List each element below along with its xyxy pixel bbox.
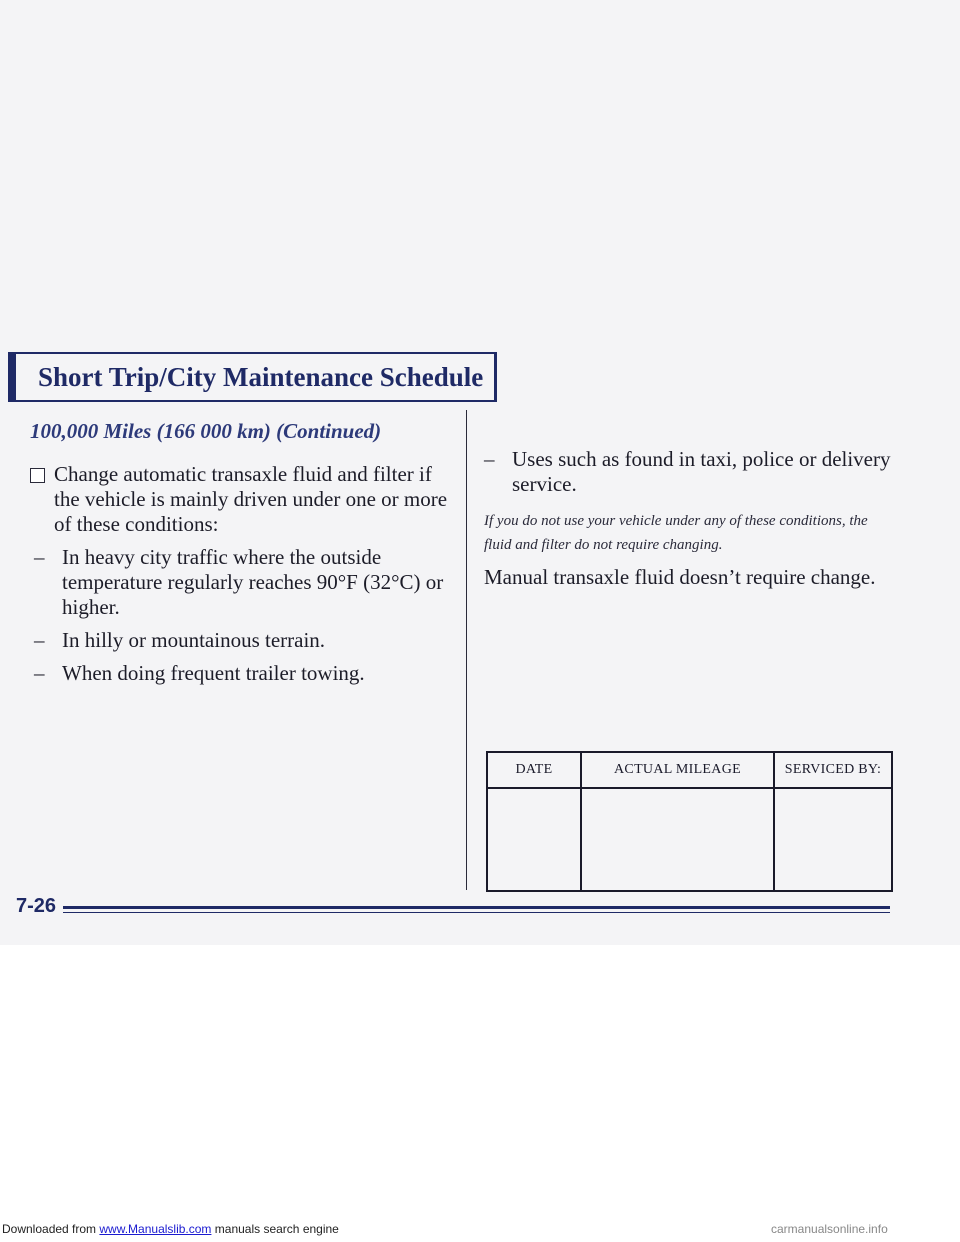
maintenance-check-item bbox=[30, 462, 450, 537]
footer-rule bbox=[63, 906, 890, 909]
dash-bullet: – bbox=[34, 545, 45, 569]
dash-bullet: – bbox=[34, 628, 45, 652]
page-number: 7-26 bbox=[16, 895, 57, 917]
date-header: DATE bbox=[487, 752, 581, 788]
footer-rule-thin bbox=[63, 912, 890, 913]
serviced-by-header: SERVICED BY: bbox=[774, 752, 892, 788]
check-item-text: Change automatic transaxle fluid and filter if the vehicle is mainly driven under one or more of these conditions: bbox=[54, 462, 448, 536]
mileage-cell[interactable] bbox=[581, 788, 774, 892]
manual-transaxle-note: Manual transaxle fluid doesn’t require change. bbox=[484, 565, 876, 589]
condition-item bbox=[34, 661, 450, 686]
column-divider bbox=[466, 410, 467, 890]
left-column bbox=[30, 462, 450, 694]
condition-text: In hilly or mountainous terrain. bbox=[62, 628, 326, 652]
manualslib-link[interactable]: www.Manualslib.com bbox=[99, 1222, 212, 1236]
table-row bbox=[487, 788, 892, 892]
condition-text: In heavy city traffic where the outside temperature regularly reaches 90°F (32°C) or higher. bbox=[62, 545, 444, 619]
watermark: carmanualsonline.info bbox=[771, 1222, 888, 1236]
condition-item bbox=[34, 545, 450, 620]
condition-item bbox=[34, 628, 450, 653]
date-cell[interactable] bbox=[487, 788, 581, 892]
dash-bullet: – bbox=[34, 661, 45, 685]
download-footer bbox=[2, 1222, 339, 1236]
condition-item bbox=[484, 447, 914, 497]
condition-text: Uses such as found in taxi, police or delivery service. bbox=[512, 447, 891, 496]
service-record-table bbox=[486, 751, 893, 892]
conditions-note: If you do not use your vehicle under any of these conditions, the fluid and filter do not require changing. bbox=[484, 513, 868, 553]
right-column bbox=[484, 447, 914, 590]
condition-text: When doing frequent trailer towing. bbox=[62, 661, 365, 685]
mileage-subheading: 100,000 Miles (166 000 km) (Continued) bbox=[30, 419, 382, 443]
dash-bullet: – bbox=[484, 447, 495, 471]
actual-mileage-header: ACTUAL MILEAGE bbox=[581, 752, 774, 788]
serviced-by-cell[interactable] bbox=[774, 788, 892, 892]
table-header-row bbox=[487, 752, 892, 788]
page-title: Short Trip/City Maintenance Schedule bbox=[38, 361, 484, 392]
conditions-list bbox=[34, 545, 450, 686]
footer-suffix: manuals search engine bbox=[211, 1222, 339, 1236]
footer-prefix: Downloaded from bbox=[2, 1222, 100, 1236]
section-header bbox=[8, 352, 496, 402]
checkbox-icon[interactable] bbox=[30, 468, 45, 483]
